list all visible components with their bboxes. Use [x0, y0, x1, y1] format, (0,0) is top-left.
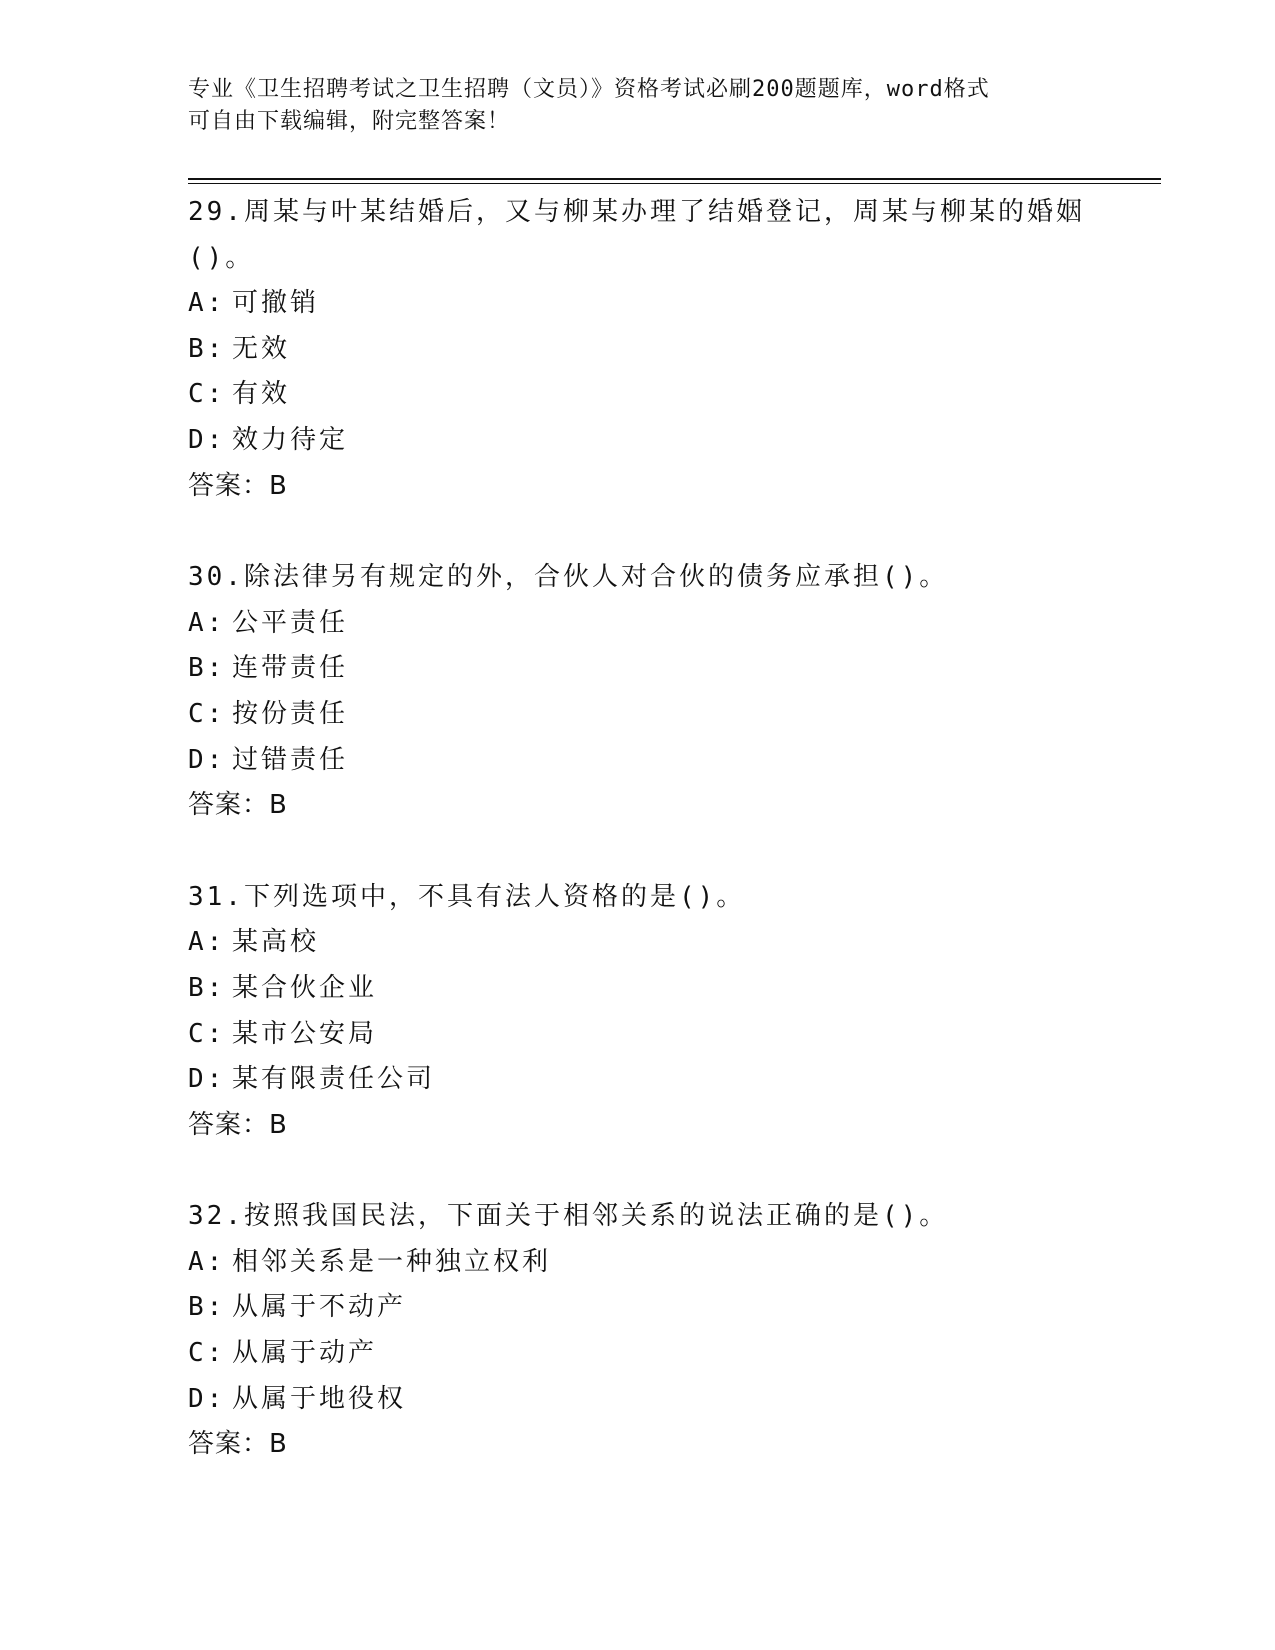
- option-c: [188, 692, 1088, 738]
- option-text: 相邻关系是一种独立权利: [232, 1246, 552, 1277]
- question-item: [188, 1194, 1088, 1468]
- question-stem: 30.除法律另有规定的外，合伙人对合伙的债务应承担()。: [188, 562, 949, 593]
- option-text: 某合伙企业: [232, 972, 378, 1003]
- option-c: [188, 372, 1088, 418]
- option-d: [188, 1057, 1088, 1103]
- header-title-line-1: 专业《卫生招聘考试之卫生招聘（文员）》资格考试必刷200题题库，word格式: [188, 77, 990, 102]
- option-text: 从属于不动产: [232, 1292, 407, 1323]
- question-stem: 31.下列选项中，不具有法人资格的是()。: [188, 881, 746, 912]
- option-b: [188, 1285, 1088, 1331]
- option-text: 某有限责任公司: [232, 1064, 436, 1095]
- option-a: [188, 920, 1088, 966]
- option-text: 某高校: [232, 927, 320, 958]
- header-divider-thick: [188, 178, 1161, 180]
- option-text: 可撤销: [232, 288, 320, 319]
- option-text: 连带责任: [232, 653, 349, 684]
- option-letter: C:: [188, 379, 226, 410]
- header-title-line-2: 可自由下载编辑，附完整答案！: [188, 109, 511, 134]
- option-c: [188, 1331, 1088, 1377]
- option-d: [188, 1377, 1088, 1423]
- option-b: [188, 646, 1088, 692]
- question-stem: 29.周某与叶某结婚后，又与柳某办理了结婚登记，周某与柳某的婚姻()。: [188, 197, 1085, 273]
- option-letter: C:: [188, 1338, 226, 1369]
- option-a: [188, 1240, 1088, 1286]
- option-a: [188, 281, 1088, 327]
- question-item: [188, 875, 1088, 1149]
- document-header: [188, 74, 1088, 138]
- question-item: [188, 555, 1088, 829]
- option-text: 无效: [232, 333, 291, 364]
- answer-line: 答案：B: [188, 470, 288, 501]
- option-text: 过错责任: [232, 744, 349, 775]
- option-text: 效力待定: [232, 424, 349, 455]
- option-letter: D:: [188, 744, 226, 775]
- option-letter: D:: [188, 1383, 226, 1414]
- option-letter: D:: [188, 1064, 226, 1095]
- option-text: 按份责任: [232, 698, 349, 729]
- question-item: [188, 190, 1088, 509]
- option-letter: A:: [188, 1246, 226, 1277]
- option-c: [188, 1012, 1088, 1058]
- option-text: 公平责任: [232, 607, 349, 638]
- question-list: [188, 190, 1088, 1514]
- option-letter: C:: [188, 1018, 226, 1049]
- option-text: 从属于动产: [232, 1338, 378, 1369]
- option-letter: C:: [188, 698, 226, 729]
- option-text: 有效: [232, 379, 291, 410]
- option-letter: B:: [188, 653, 226, 684]
- answer-line: 答案：B: [188, 1109, 288, 1140]
- option-text: 某市公安局: [232, 1018, 378, 1049]
- option-text: 从属于地役权: [232, 1383, 407, 1414]
- option-d: [188, 418, 1088, 464]
- option-letter: B:: [188, 333, 226, 364]
- answer-line: 答案：B: [188, 790, 288, 821]
- option-letter: A:: [188, 288, 226, 319]
- answer-line: 答案：B: [188, 1429, 288, 1460]
- header-divider-thin: [188, 183, 1161, 184]
- option-b: [188, 327, 1088, 373]
- option-a: [188, 601, 1088, 647]
- option-letter: A:: [188, 927, 226, 958]
- option-letter: B:: [188, 972, 226, 1003]
- option-letter: D:: [188, 424, 226, 455]
- option-letter: A:: [188, 607, 226, 638]
- option-b: [188, 966, 1088, 1012]
- option-letter: B:: [188, 1292, 226, 1323]
- question-stem: 32.按照我国民法，下面关于相邻关系的说法正确的是()。: [188, 1201, 949, 1232]
- option-d: [188, 738, 1088, 784]
